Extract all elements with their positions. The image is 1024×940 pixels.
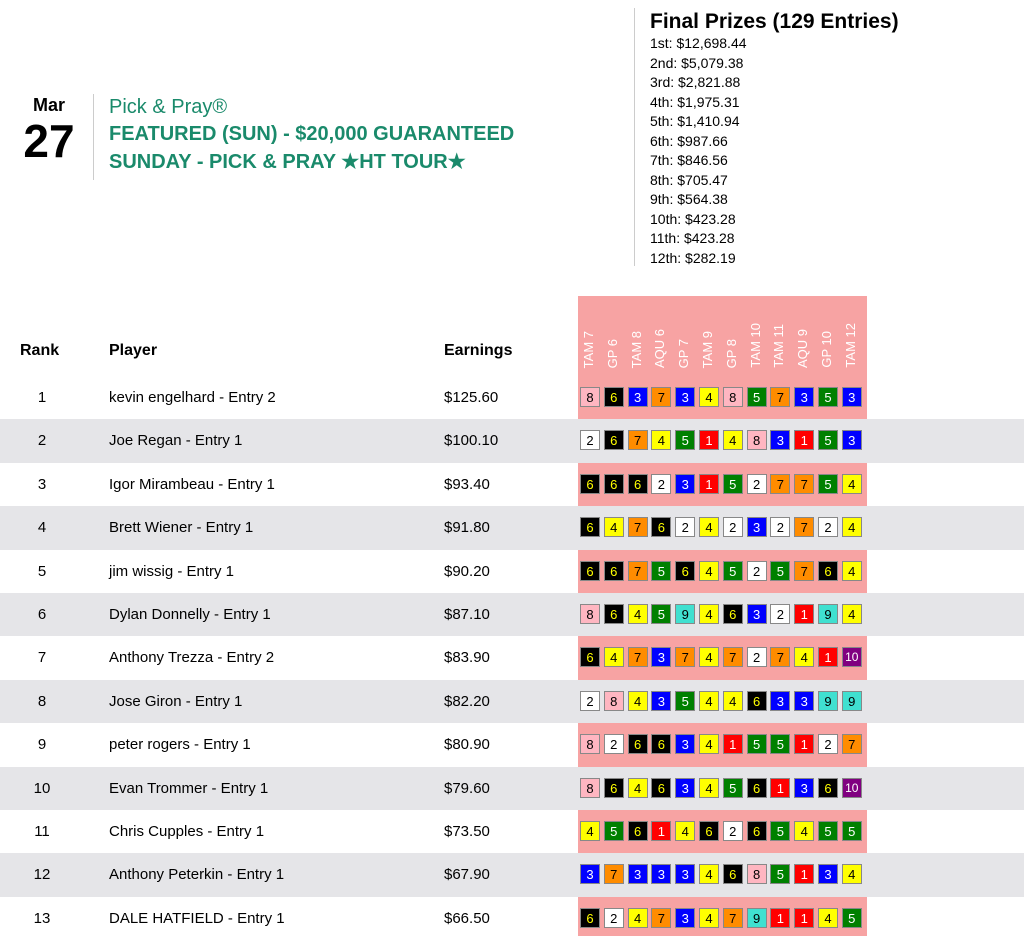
table-row[interactable]	[0, 376, 1024, 419]
pick-badge: 3	[770, 430, 790, 450]
player-cell: Dylan Donnelly - Entry 1	[109, 606, 271, 623]
prize-item: 6th: $987.66	[650, 132, 728, 149]
pick-badge: 2	[580, 691, 600, 711]
prize-item: 1st: $12,698.44	[650, 35, 747, 51]
prize-item: 2nd: $5,079.38	[650, 54, 744, 71]
event-month: Mar	[32, 95, 65, 115]
pick-badge: 2	[747, 474, 767, 494]
track-header: GP 10	[819, 331, 834, 368]
pick-badge: 7	[723, 908, 743, 928]
divider	[634, 8, 635, 266]
pick-badge: 4	[842, 561, 862, 581]
earnings-header: Earnings	[444, 342, 513, 359]
pick-badge: 4	[699, 908, 719, 928]
pick-badge: 1	[651, 821, 671, 841]
player-cell: jim wissig - Entry 1	[109, 562, 235, 580]
rank-cell: 9	[37, 736, 47, 754]
pick-badge: 7	[651, 387, 671, 407]
table-row[interactable]	[0, 593, 1024, 636]
pick-badge: 3	[651, 691, 671, 711]
rank-cell: 4	[37, 519, 47, 537]
pick-badge: 6	[580, 517, 600, 537]
prizes-panel	[650, 10, 899, 268]
pick-badge: 2	[675, 517, 695, 537]
pick-badge: 5	[770, 734, 790, 754]
pick-badge: 1	[794, 908, 814, 928]
player-cell: Anthony Peterkin - Entry 1	[109, 866, 285, 884]
pick-badge: 4	[842, 604, 862, 624]
rank-cell: 6	[37, 606, 47, 623]
pick-badge: 4	[794, 647, 814, 667]
pick-badge: 5	[818, 474, 838, 494]
pick-badge: 3	[675, 908, 695, 928]
pick-badge: 3	[675, 387, 695, 407]
earnings-cell: $80.90	[444, 736, 490, 754]
pick-badge: 4	[580, 821, 600, 841]
pick-badge: 3	[842, 430, 862, 450]
pick-badge: 3	[818, 864, 838, 884]
pick-badge: 2	[723, 821, 743, 841]
pick-badge: 3	[842, 387, 862, 407]
pick-badge: 1	[770, 908, 790, 928]
pick-badge: 7	[770, 474, 790, 494]
pick-badge: 7	[770, 647, 790, 667]
event-title-line2: SUNDAY - PICK & PRAY ★HT TOUR★	[109, 151, 466, 173]
prize-item: 4th: $1,975.31	[650, 93, 740, 110]
pick-badge: 5	[651, 561, 671, 581]
pick-badge: 8	[747, 430, 767, 450]
pick-badge: 8	[580, 387, 600, 407]
rank-cell: 8	[37, 692, 47, 710]
table-row[interactable]	[0, 897, 1024, 940]
pick-badge: 7	[794, 561, 814, 581]
pick-badge: 7	[842, 734, 862, 754]
table-row[interactable]	[0, 550, 1024, 593]
pick-badge: 4	[699, 387, 719, 407]
pick-badge: 1	[818, 647, 838, 667]
pick-badge: 3	[770, 691, 790, 711]
track-header: TAM 12	[842, 323, 858, 368]
prizes-list	[650, 34, 899, 268]
pick-badge: 7	[794, 474, 814, 494]
track-header: TAM 11	[771, 324, 787, 368]
pick-badge: 4	[842, 474, 862, 494]
pick-badge: 2	[723, 517, 743, 537]
pick-badge: 1	[794, 734, 814, 754]
pick-badge: 6	[723, 604, 743, 624]
pick-badge: 2	[747, 647, 767, 667]
rank-cell: 3	[37, 475, 47, 493]
pick-badge: 3	[580, 864, 600, 884]
prize-item: 3rd: $2,821.88	[650, 74, 741, 90]
track-header: TAM 9	[700, 330, 715, 368]
table-row[interactable]	[0, 853, 1024, 896]
pick-badge: 3	[651, 864, 671, 884]
pick-badge: 3	[675, 864, 695, 884]
track-header: AQU 6	[652, 328, 668, 368]
player-cell: Anthony Trezza - Entry 2	[109, 649, 275, 667]
pick-badge: 6	[604, 430, 624, 450]
pick-badge: 5	[747, 734, 767, 754]
pick-badge: 6	[747, 691, 767, 711]
pick-badge: 4	[842, 864, 862, 884]
pick-badge: 5	[818, 430, 838, 450]
track-header: GP 7	[676, 338, 692, 368]
pick-badge: 6	[651, 517, 671, 537]
pick-badge: 5	[842, 821, 862, 841]
pick-badge: 5	[675, 430, 695, 450]
pick-badge: 2	[604, 908, 624, 928]
table-row[interactable]	[0, 767, 1024, 810]
pick-badge: 8	[580, 604, 600, 624]
pick-badge: 8	[723, 387, 743, 407]
event-brand: Pick & Pray®	[109, 96, 228, 118]
pick-badge: 9	[842, 691, 862, 711]
pick-badge: 5	[723, 778, 743, 798]
prize-item: 12th: $282.19	[650, 249, 736, 266]
pick-badge: 6	[604, 387, 624, 407]
earnings-cell: $79.60	[444, 779, 490, 797]
pick-badge: 4	[699, 691, 719, 711]
pick-badge: 6	[580, 474, 600, 494]
track-headers	[578, 296, 867, 376]
pick-badge: 10	[842, 647, 862, 667]
player-cell: Igor Mirambeau - Entry 1	[109, 475, 275, 493]
pick-badge: 6	[675, 561, 695, 581]
rank-cell: 12	[33, 866, 51, 884]
pick-badge: 7	[770, 387, 790, 407]
table-row[interactable]	[0, 680, 1024, 723]
pick-badge: 1	[770, 778, 790, 798]
pick-badge: 1	[699, 430, 719, 450]
player-cell: kevin engelhard - Entry 2	[109, 389, 276, 406]
pick-badge: 2	[770, 517, 790, 537]
pick-badge: 4	[842, 517, 862, 537]
earnings-cell: $83.90	[444, 649, 490, 667]
pick-badge: 3	[675, 734, 695, 754]
table-row[interactable]	[0, 506, 1024, 549]
rank-cell: 7	[37, 649, 47, 667]
pick-badge: 5	[770, 821, 790, 841]
pick-badge: 5	[818, 387, 838, 407]
pick-badge: 6	[604, 778, 624, 798]
pick-badge: 6	[818, 778, 838, 798]
pick-badge: 6	[651, 734, 671, 754]
pick-badge: 5	[604, 821, 624, 841]
table-row[interactable]	[0, 419, 1024, 462]
pick-badge: 3	[675, 474, 695, 494]
pick-badge: 7	[794, 517, 814, 537]
pick-badge: 6	[699, 821, 719, 841]
pick-badge: 3	[651, 647, 671, 667]
earnings-cell: $82.20	[444, 692, 490, 710]
pick-badge: 3	[794, 778, 814, 798]
track-header: GP 6	[604, 338, 620, 368]
track-header: TAM 10	[747, 323, 763, 368]
prize-item: 11th: $423.28	[650, 230, 735, 246]
pick-badge: 5	[818, 821, 838, 841]
pick-badge: 5	[842, 908, 862, 928]
prize-item: 7th: $846.56	[650, 152, 728, 168]
player-cell: peter rogers - Entry 1	[109, 736, 251, 754]
player-cell: Joe Regan - Entry 1	[109, 432, 243, 450]
earnings-cell: $93.40	[444, 475, 490, 493]
pick-badge: 4	[699, 517, 719, 537]
pick-badge: 3	[628, 387, 648, 407]
table-row[interactable]	[0, 723, 1024, 766]
divider	[93, 94, 94, 180]
pick-badge: 4	[604, 647, 624, 667]
player-cell: Evan Trommer - Entry 1	[109, 779, 269, 797]
player-cell: Jose Giron - Entry 1	[109, 692, 243, 710]
rank-cell: 11	[34, 823, 50, 840]
pick-badge: 2	[604, 734, 624, 754]
event-day: 27	[23, 115, 75, 167]
pick-badge: 4	[699, 864, 719, 884]
pick-badge: 5	[747, 387, 767, 407]
pick-badge: 4	[628, 778, 648, 798]
pick-badge: 6	[747, 778, 767, 798]
pick-badge: 6	[747, 821, 767, 841]
pick-badge: 2	[747, 561, 767, 581]
pick-badge: 4	[723, 430, 743, 450]
pick-badge: 4	[794, 821, 814, 841]
pick-badge: 5	[770, 864, 790, 884]
pick-badge: 2	[770, 604, 790, 624]
pick-badge: 3	[794, 691, 814, 711]
pick-badge: 7	[651, 908, 671, 928]
prizes-heading: Final Prizes (129 Entries)	[650, 10, 899, 33]
pick-badge: 5	[723, 561, 743, 581]
earnings-cell: $73.50	[444, 823, 490, 840]
pick-badge: 2	[818, 734, 838, 754]
pick-badge: 4	[699, 604, 719, 624]
event-title-line1: FEATURED (SUN) - $20,000 GUARANTEED	[109, 123, 515, 145]
pick-badge: 7	[628, 647, 648, 667]
pick-badge: 4	[818, 908, 838, 928]
prize-item: 10th: $423.28	[650, 210, 736, 227]
pick-badge: 1	[723, 734, 743, 754]
pick-badge: 6	[651, 778, 671, 798]
pick-badge: 4	[699, 734, 719, 754]
pick-badge: 1	[794, 430, 814, 450]
track-header: TAM 7	[581, 330, 596, 368]
earnings-cell: $100.10	[444, 432, 499, 450]
pick-badge: 8	[580, 778, 600, 798]
event-date	[18, 94, 80, 166]
pick-badge: 7	[628, 561, 648, 581]
player-header: Player	[109, 342, 158, 359]
pick-badge: 3	[675, 778, 695, 798]
pick-badge: 9	[675, 604, 695, 624]
pick-badge: 6	[723, 864, 743, 884]
pick-badge: 8	[604, 691, 624, 711]
pick-badge: 4	[628, 908, 648, 928]
pick-badge: 3	[794, 387, 814, 407]
pick-badge: 4	[699, 647, 719, 667]
pick-badge: 4	[699, 778, 719, 798]
earnings-cell: $66.50	[444, 909, 490, 927]
pick-badge: 6	[580, 908, 600, 928]
pick-badge: 4	[723, 691, 743, 711]
pick-badge: 6	[604, 604, 624, 624]
rank-cell: 1	[37, 389, 47, 406]
pick-badge: 9	[747, 908, 767, 928]
pick-badge: 5	[723, 474, 743, 494]
prize-item: 9th: $564.38	[650, 191, 728, 207]
pick-badge: 9	[818, 691, 838, 711]
earnings-cell: $125.60	[444, 389, 499, 406]
pick-badge: 6	[604, 561, 624, 581]
track-header: GP 8	[723, 338, 739, 368]
rank-header: Rank	[20, 342, 60, 359]
pick-badge: 9	[818, 604, 838, 624]
pick-badge: 1	[794, 864, 814, 884]
table-row[interactable]	[0, 636, 1024, 679]
pick-badge: 5	[770, 561, 790, 581]
pick-badge: 1	[699, 474, 719, 494]
earnings-cell: $87.10	[444, 606, 490, 623]
pick-badge: 4	[628, 604, 648, 624]
track-header: TAM 8	[628, 330, 644, 368]
pick-badge: 8	[580, 734, 600, 754]
player-cell: Chris Cupples - Entry 1	[109, 823, 265, 840]
player-cell: DALE HATFIELD - Entry 1	[109, 909, 285, 927]
pick-badge: 5	[675, 691, 695, 711]
pick-badge: 7	[628, 517, 648, 537]
pick-badge: 8	[747, 864, 767, 884]
pick-badge: 5	[651, 604, 671, 624]
prize-item: 5th: $1,410.94	[650, 113, 740, 129]
pick-badge: 2	[818, 517, 838, 537]
pick-badge: 1	[794, 604, 814, 624]
pick-badge: 7	[723, 647, 743, 667]
pick-badge: 2	[651, 474, 671, 494]
track-header: AQU 9	[795, 328, 811, 368]
pick-badge: 6	[628, 734, 648, 754]
pick-badge: 10	[842, 778, 862, 798]
rank-cell: 10	[33, 779, 51, 797]
pick-badge: 4	[628, 691, 648, 711]
rank-cell: 13	[33, 909, 51, 927]
pick-badge: 2	[580, 430, 600, 450]
pick-badge: 6	[628, 821, 648, 841]
pick-badge: 4	[699, 561, 719, 581]
pick-badge: 7	[628, 430, 648, 450]
pick-badge: 4	[604, 517, 624, 537]
pick-badge: 6	[580, 647, 600, 667]
player-cell: Brett Wiener - Entry 1	[109, 519, 254, 537]
earnings-cell: $67.90	[444, 866, 490, 884]
table-row[interactable]	[0, 810, 1024, 853]
pick-badge: 6	[604, 474, 624, 494]
pick-badge: 6	[818, 561, 838, 581]
earnings-cell: $91.80	[444, 519, 490, 537]
pick-badge: 7	[675, 647, 695, 667]
rank-cell: 2	[37, 432, 47, 450]
event-title	[109, 94, 514, 176]
pick-badge: 6	[580, 561, 600, 581]
prize-item: 8th: $705.47	[650, 171, 728, 188]
pick-badge: 4	[675, 821, 695, 841]
pick-badge: 3	[628, 864, 648, 884]
table-row[interactable]	[0, 463, 1024, 506]
pick-badge: 7	[604, 864, 624, 884]
pick-badge: 4	[651, 430, 671, 450]
pick-badge: 3	[747, 604, 767, 624]
rank-cell: 5	[37, 562, 47, 580]
pick-badge: 3	[747, 517, 767, 537]
pick-badge: 6	[628, 474, 648, 494]
earnings-cell: $90.20	[444, 562, 490, 580]
